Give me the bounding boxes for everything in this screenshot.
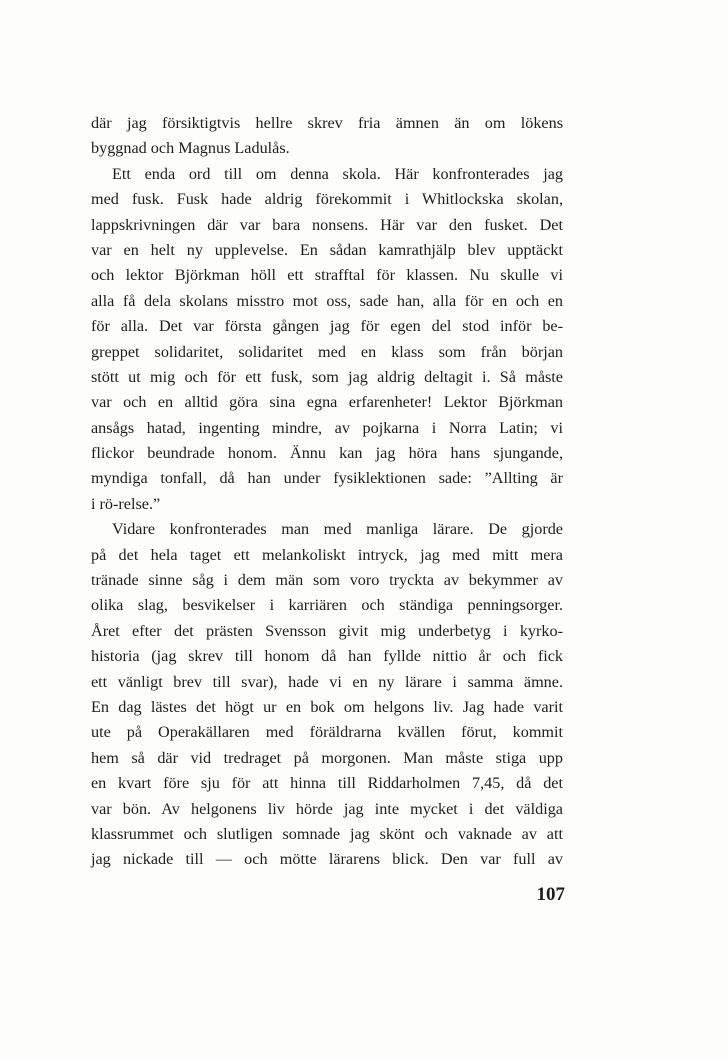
text-line-6: var en helt ny upplevelse. En sådan kamrathjälp blev upptäckt bbox=[91, 240, 563, 259]
text-line-9: för alla. Det var första gången jag för egen del stod inför be- bbox=[91, 317, 563, 336]
text-line-18: på det hela taget ett melankoliskt intryck, jag med mitt mera bbox=[91, 545, 563, 564]
text-line-2: byggnad och Magnus Ladulås. bbox=[91, 139, 290, 158]
text-line-17: Vidare konfronterades man med manliga lärare. De gjorde bbox=[112, 520, 563, 539]
text-line-30: jag nickade till — och mötte lärarens blick. Den var full av bbox=[91, 850, 563, 869]
text-line-28: var bön. Av helgonens liv hörde jag inte mycket i det väldiga bbox=[91, 799, 563, 818]
text-line-22: historia (jag skrev till honom då han fyllde nittio år och fick bbox=[91, 647, 563, 666]
text-line-20: olika slag, besvikelser i karriären och ständiga penningsorger. bbox=[91, 596, 563, 615]
text-line-13: ansågs hatad, ingenting mindre, av pojkarna i Norra Latin; vi bbox=[91, 418, 563, 437]
text-line-16: i rö-relse.” bbox=[91, 494, 161, 513]
text-line-25: ute på Operakällaren med föräldrarna kvällen förut, kommit bbox=[91, 723, 563, 742]
text-line-21: Året efter det prästen Svensson givit mig underbetyg i kyrko- bbox=[91, 621, 563, 640]
text-line-14: flickor beundrade honom. Ännu kan jag höra hans sjungande, bbox=[91, 444, 563, 463]
text-line-10: greppet solidaritet, solidaritet med en klass som från början bbox=[91, 342, 563, 361]
page-number: 107 bbox=[536, 884, 565, 905]
text-line-29: klassrummet och slutligen somnade jag skönt och vaknade av att bbox=[91, 824, 563, 843]
text-line-1: där jag försiktigtvis hellre skrev fria ämnen än om lökens bbox=[91, 114, 563, 132]
text-line-7: och lektor Björkman höll ett strafftal för klassen. Nu skulle vi bbox=[91, 266, 563, 285]
body-text bbox=[91, 111, 563, 873]
text-line-4: med fusk. Fusk hade aldrig förekommit i Whitlockska skolan, bbox=[91, 190, 563, 209]
text-line-12: var och en alltid göra sina egna erfarenheter! Lektor Björkman bbox=[91, 393, 563, 412]
text-line-27: en kvart före sju för att hinna till Riddarholmen 7,45, då det bbox=[91, 774, 563, 793]
text-line-8: alla få dela skolans misstro mot oss, sade han, alla för en och en bbox=[91, 291, 563, 310]
text-line-11: stött ut mig och för ett fusk, som jag aldrig deltagit i. Så måste bbox=[91, 367, 563, 386]
text-line-23: ett vänligt brev till svar), hade vi en ny lärare i samma ämne. bbox=[91, 672, 563, 691]
text-line-15: myndiga tonfall, då han under fysiklektionen sade: ”Allting är bbox=[91, 469, 563, 488]
text-line-3: Ett enda ord till om denna skola. Här konfronterades jag bbox=[112, 164, 563, 183]
text-line-19: tränade sinne såg i dem män som voro tryckta av bekymmer av bbox=[91, 571, 563, 590]
text-line-26: hem så där vid tredraget på morgonen. Man måste stiga upp bbox=[91, 748, 563, 767]
text-line-24: En dag lästes det högt ur en bok om helgons liv. Jag hade varit bbox=[91, 697, 563, 716]
text-line-5: lappskrivningen där var bara nonsens. Här var den fusket. Det bbox=[91, 215, 563, 234]
